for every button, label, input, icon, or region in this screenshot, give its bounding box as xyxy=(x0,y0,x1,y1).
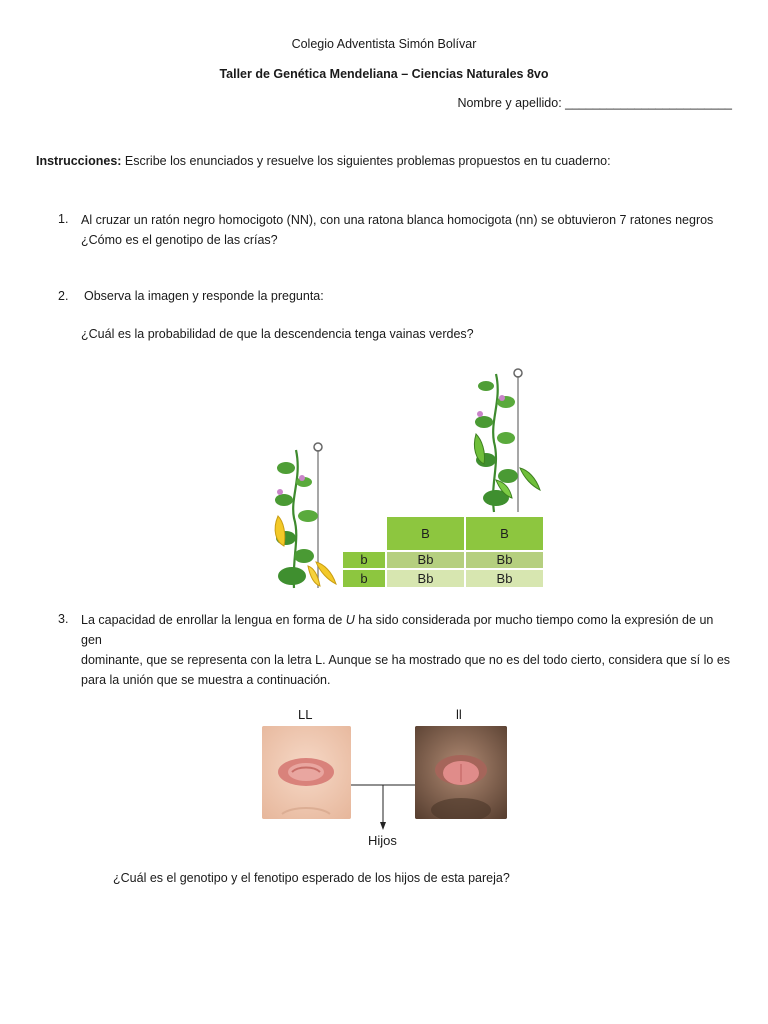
parent-rolling-tongue-photo xyxy=(262,726,351,819)
q1-line2: ¿Cómo es el genotipo de las crías? xyxy=(81,233,278,247)
punnett-side-1: b xyxy=(342,551,386,569)
instructions-text: Escribe los enunciados y resuelve los siguientes problemas propuestos en tu cuaderno: xyxy=(121,154,611,168)
punnett-cell-2-2: Bb xyxy=(465,569,544,588)
q1-line1: Al cruzar un ratón negro homocigoto (NN), con una ratona blanca homocigota (nn) se obtuvieron 7 ratones negros xyxy=(81,213,714,227)
label-ll-lower: ll xyxy=(456,707,462,722)
q3-line3: para la unión que se muestra a continuación. xyxy=(81,673,331,687)
punnett-cell-2-1: Bb xyxy=(386,569,465,588)
pea-plant-yellow-pods-image xyxy=(264,438,344,590)
letter-u: U xyxy=(345,613,355,627)
instructions-label: Instrucciones: xyxy=(36,154,122,168)
q2-instruction: Observa la imagen y responde la pregunta: xyxy=(84,289,324,303)
punnett-cell-1-2: Bb xyxy=(465,551,544,569)
punnett-side-2: b xyxy=(342,569,386,588)
q2-question: ¿Cuál es la probabilidad de que la descendencia tenga vainas verdes? xyxy=(81,327,474,341)
school-name: Colegio Adventista Simón Bolívar xyxy=(291,37,477,51)
q3-text xyxy=(81,610,733,690)
punnett-header-2: B xyxy=(465,516,544,551)
label-ll-upper: LL xyxy=(298,707,313,722)
q1-text xyxy=(81,210,733,250)
punnett-cell-1-1: Bb xyxy=(386,551,465,569)
q3-question: ¿Cuál es el genotipo y el fenotipo esperado de los hijos de esta pareja? xyxy=(113,871,510,885)
pea-plant-green-pods-image xyxy=(466,364,546,514)
q2-number: 2. xyxy=(58,289,69,303)
page-title: Taller de Genética Mendeliana – Ciencias Naturales 8vo xyxy=(219,67,549,81)
q1-number: 1. xyxy=(58,212,69,226)
punnett-header-1: B xyxy=(386,516,465,551)
q3-line2: dominante, que se representa con la letra L. Aunque se ha mostrado que no es del todo cierto, considera que sí lo es xyxy=(81,653,731,667)
name-field-label: Nombre y apellido: ________________________ xyxy=(457,96,732,110)
q3-number: 3. xyxy=(58,612,69,626)
cross-connector-arrow xyxy=(351,784,415,832)
instructions xyxy=(36,154,611,168)
parent-non-rolling-tongue-photo xyxy=(415,726,507,819)
offspring-label: Hijos xyxy=(368,833,397,848)
q3-line1: La capacidad de enrollar la lengua en forma de U ha sido considerada por mucho tiempo como la expresión de un gen xyxy=(81,613,714,647)
